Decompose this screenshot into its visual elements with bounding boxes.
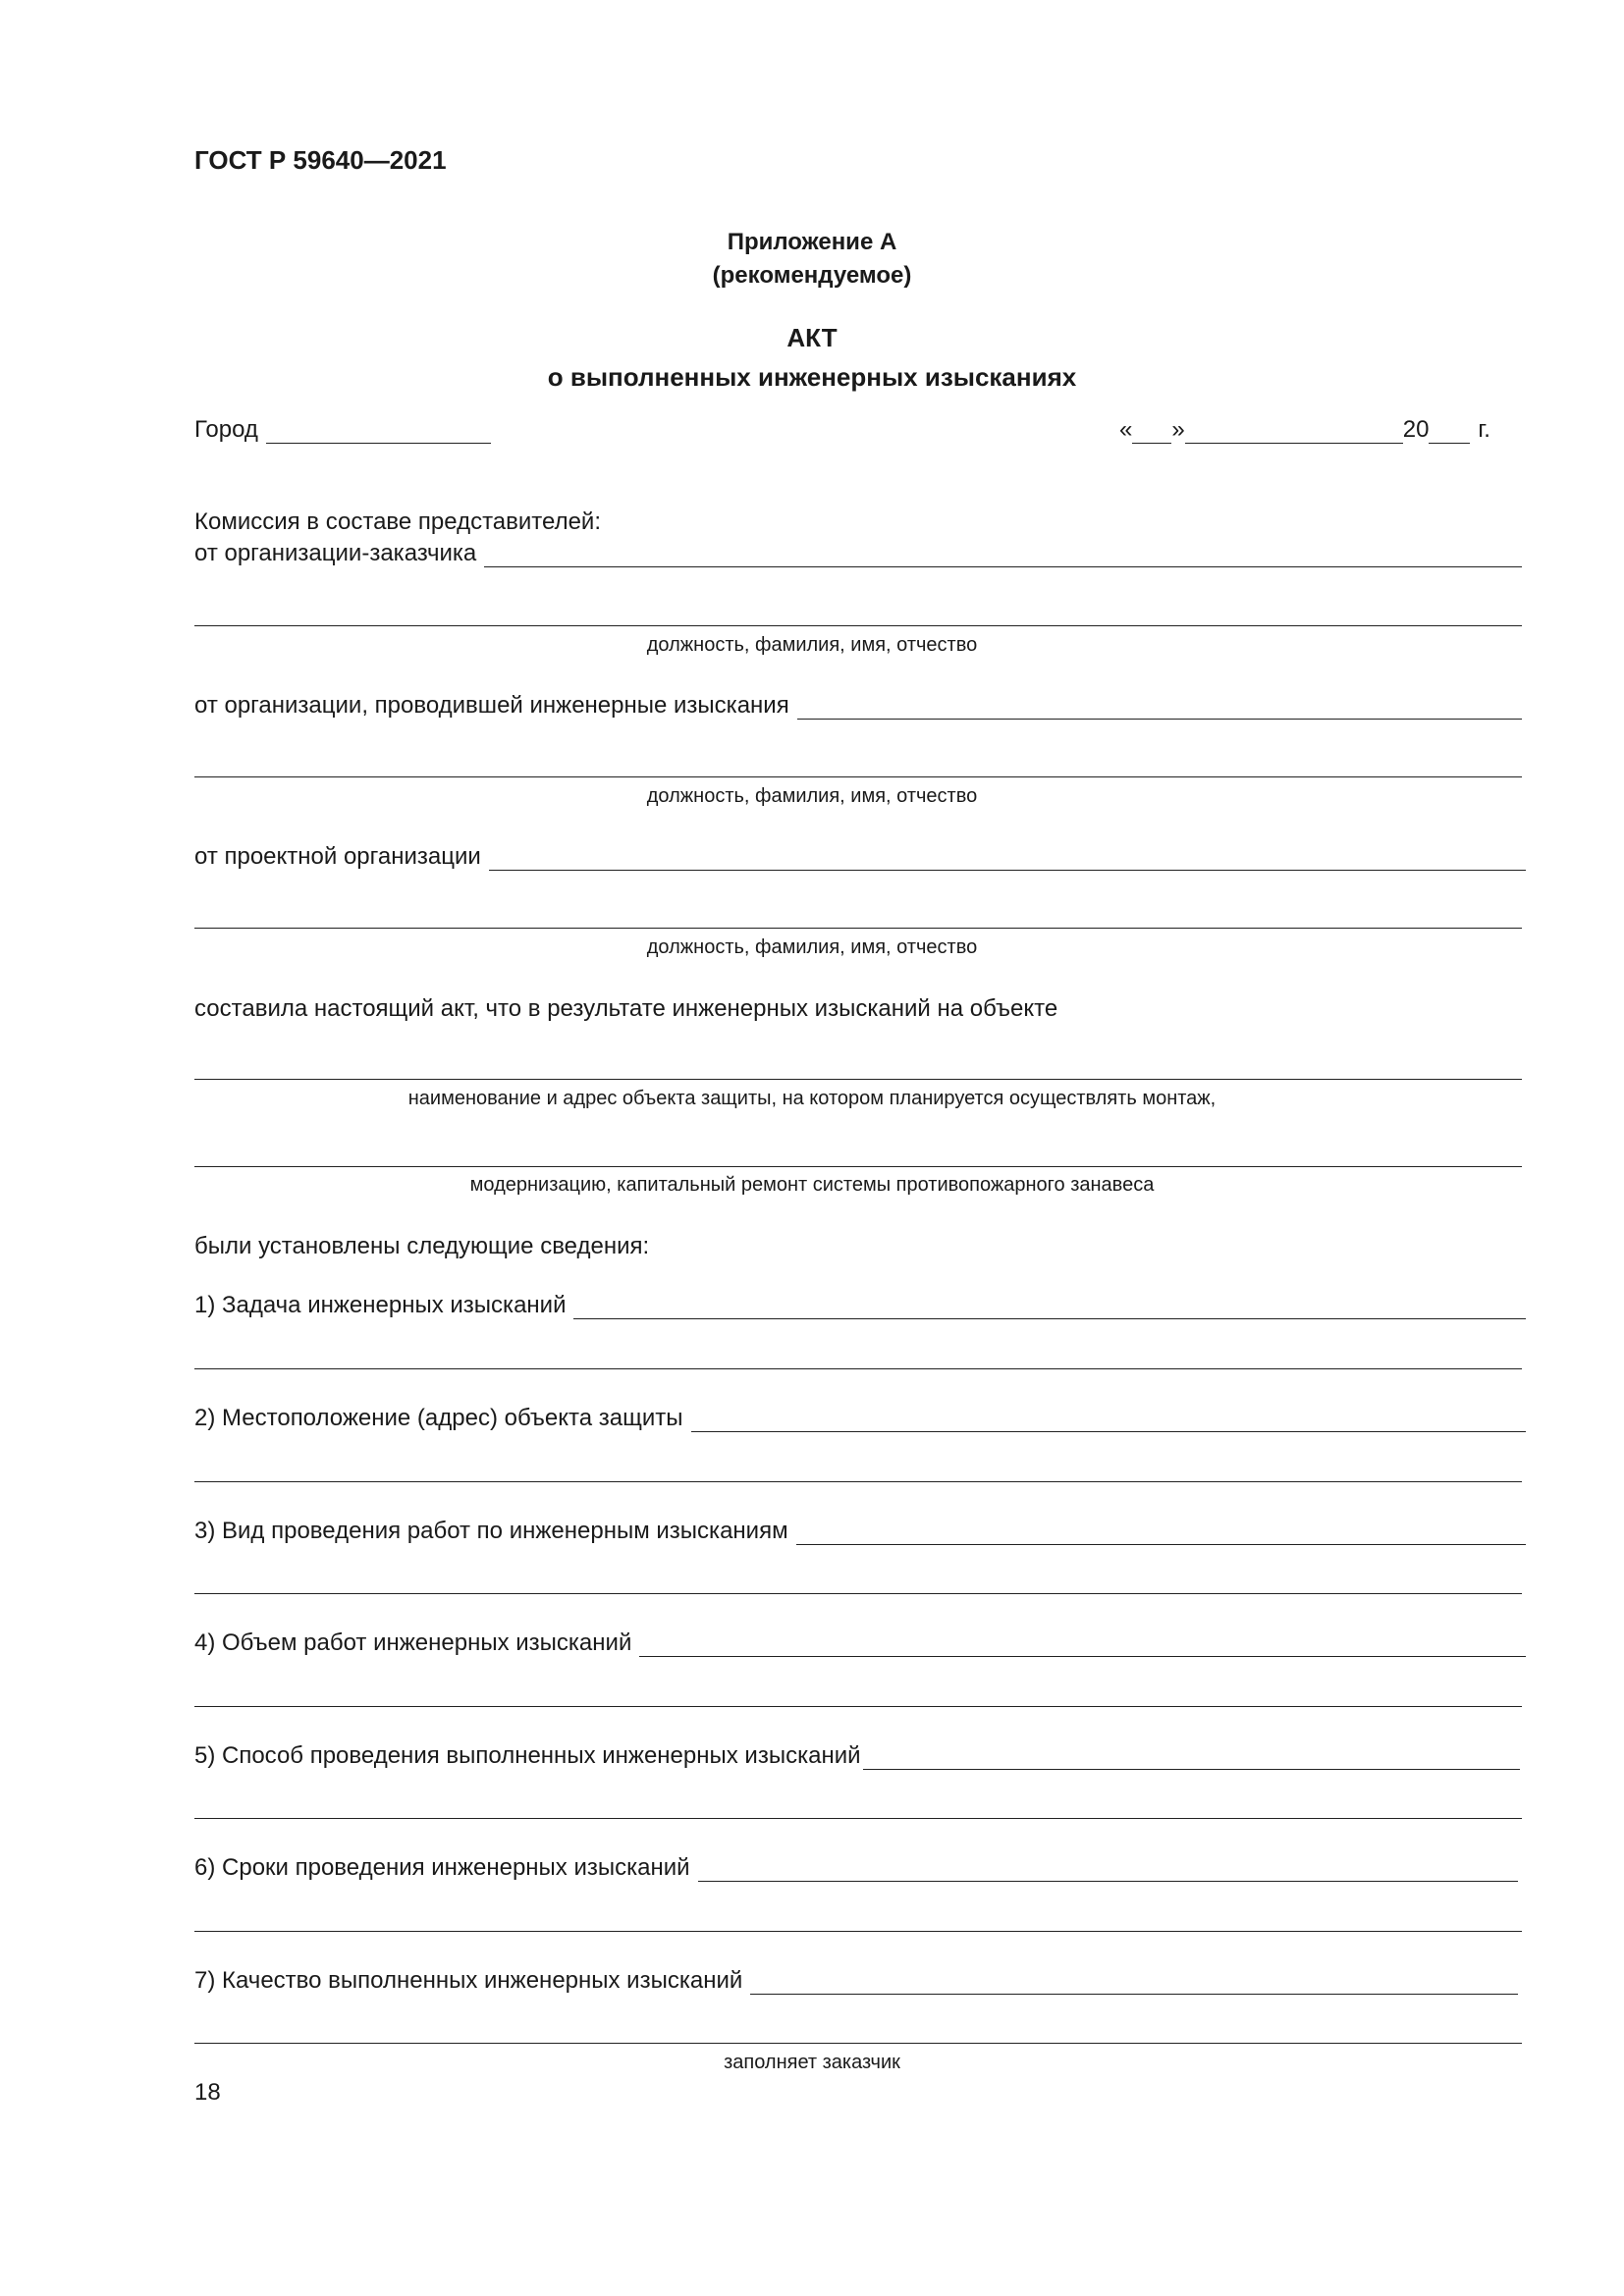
month-field[interactable]	[1185, 421, 1403, 444]
act-subtitle: о выполненных инженерных изысканиях	[547, 362, 1077, 392]
surveyor-person-caption: должность, фамилия, имя, отчество	[646, 785, 978, 807]
finding-row-5	[194, 1742, 1520, 1770]
customer-label: от организации-заказчика	[194, 540, 477, 566]
finding-continuation-2[interactable]	[194, 1481, 1522, 1482]
page-number: 18	[194, 2079, 221, 2106]
finding-field-7[interactable]	[750, 1972, 1518, 1995]
commission-intro: Комиссия в составе представителей:	[194, 508, 601, 535]
design-person-field[interactable]	[194, 928, 1522, 929]
finding-label-1: 1) Задача инженерных изысканий	[194, 1292, 567, 1318]
finding-label-6: 6) Сроки проведения инженерных изысканий	[194, 1854, 690, 1881]
customer-person-field[interactable]	[194, 625, 1522, 626]
object-caption-2: модернизацию, капитальный ремонт системы противопожарного занавеса	[469, 1174, 1155, 1196]
act-heading	[0, 318, 1624, 397]
finding-label-5: 5) Способ проведения выполненных инженерных изысканий	[194, 1742, 861, 1769]
finding-continuation-5[interactable]	[194, 1818, 1522, 1819]
customer-row	[194, 540, 1522, 567]
design-row	[194, 843, 1526, 871]
object-name-field-2[interactable]	[194, 1166, 1522, 1167]
date-close-quote: »	[1171, 416, 1185, 443]
surveyor-label: от организации, проводившей инженерные изыскания	[194, 692, 789, 719]
finding-field-2[interactable]	[691, 1410, 1526, 1432]
finding-row-1	[194, 1292, 1526, 1319]
day-field[interactable]	[1132, 421, 1171, 444]
annex-title: Приложение А	[727, 229, 897, 255]
design-person-caption: должность, фамилия, имя, отчество	[646, 936, 978, 958]
finding-label-7: 7) Качество выполненных инженерных изысканий	[194, 1967, 743, 1994]
year-prefix: 20	[1402, 416, 1430, 443]
finding-field-1[interactable]	[573, 1297, 1526, 1319]
finding-continuation-3[interactable]	[194, 1593, 1522, 1594]
surveyor-field[interactable]	[797, 697, 1522, 720]
city-row	[194, 416, 491, 444]
finding-label-4: 4) Объем работ инженерных изысканий	[194, 1629, 632, 1656]
finding-field-6[interactable]	[698, 1859, 1518, 1882]
city-field[interactable]	[266, 421, 491, 444]
design-field[interactable]	[489, 848, 1526, 871]
year-field[interactable]	[1429, 421, 1470, 444]
finding-continuation-6[interactable]	[194, 1931, 1522, 1932]
finding-continuation-7[interactable]	[194, 2043, 1522, 2044]
finding-continuation-4[interactable]	[194, 1706, 1522, 1707]
finding-label-2: 2) Местоположение (адрес) объекта защиты	[194, 1405, 683, 1431]
customer-person-caption: должность, фамилия, имя, отчество	[646, 634, 978, 656]
customer-fill-caption: заполняет заказчик	[724, 2052, 900, 2073]
city-label: Город	[194, 416, 258, 443]
finding-field-5[interactable]	[863, 1747, 1520, 1770]
finding-row-4	[194, 1629, 1526, 1657]
annex-status: (рекомендуемое)	[712, 262, 912, 289]
date-row	[1119, 416, 1532, 444]
object-caption-1: наименование и адрес объекта защиты, на котором планируется осуществлять монтаж,	[407, 1088, 1217, 1109]
finding-field-4[interactable]	[639, 1634, 1526, 1657]
finding-row-3	[194, 1518, 1526, 1545]
year-suffix: г.	[1478, 416, 1490, 443]
finding-row-2	[194, 1405, 1526, 1432]
surveyor-person-field[interactable]	[194, 776, 1522, 777]
design-label: от проектной организации	[194, 843, 481, 870]
object-name-field[interactable]	[194, 1079, 1522, 1080]
findings-intro: были установлены следующие сведения:	[194, 1233, 650, 1259]
finding-row-7	[194, 1967, 1518, 1995]
object-intro: составила настоящий акт, что в результате инженерных изысканий на объекте	[194, 995, 1058, 1022]
annex-heading	[0, 226, 1624, 293]
finding-field-3[interactable]	[796, 1522, 1526, 1545]
finding-continuation-1[interactable]	[194, 1368, 1522, 1369]
date-open-quote: «	[1119, 416, 1133, 443]
standard-designation: ГОСТ Р 59640—2021	[194, 145, 447, 175]
finding-row-6	[194, 1854, 1518, 1882]
surveyor-row	[194, 692, 1522, 720]
act-title: АКТ	[786, 323, 838, 352]
customer-field[interactable]	[484, 545, 1522, 567]
finding-label-3: 3) Вид проведения работ по инженерным изысканиям	[194, 1518, 788, 1544]
